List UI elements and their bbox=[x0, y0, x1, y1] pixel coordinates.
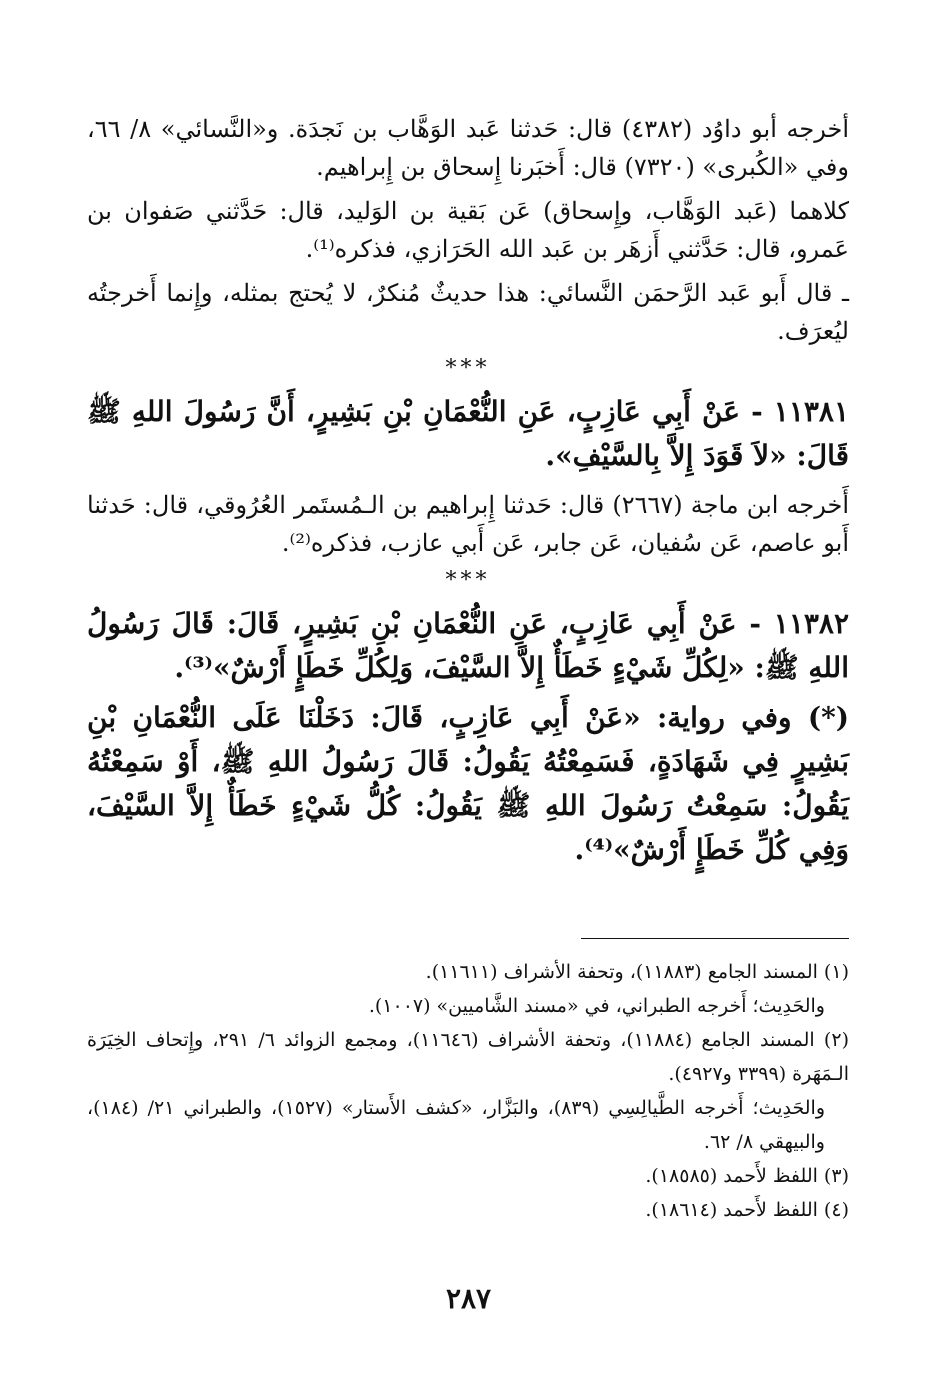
nasai-comment: ـ قال أَبو عَبد الرَّحمَن النَّسائي: هذا حديثٌ مُنكرٌ، لا يُحتج بمثله، وإِنما أَخرجتُه ليُعرَف. bbox=[87, 279, 849, 345]
footnote-1: (١) المسند الجامع (١١٨٨٣)، وتحفة الأشراف (١١٦١١). bbox=[425, 961, 849, 983]
footnote-4: (٤) اللفظ لأَحمد (١٨٦١٤). bbox=[645, 1199, 849, 1221]
hadith-11381: ١١٣٨١ - عَنْ أَبِي عَازِبٍ، عَنِ النُّعْمَانِ بْنِ بَشِيرٍ، أَنَّ رَسُولَ اللهِ ﷺ قَالَ: «لاَ قَوَدَ إِلاَّ بِالسَّيْفِ». bbox=[87, 395, 849, 472]
footnote-2-continuation: والحَدِيث؛ أَخرجه الطَّيالِسِي (٨٣٩)، والبَزَّار، «كشف الأَستار» (١٥٢٧)، والطبراني ٢١/ (١٨٤)، والبيهقي ٨/ ٦٢. bbox=[87, 1097, 826, 1153]
main-text bbox=[87, 110, 849, 872]
section-separator: *** bbox=[445, 568, 491, 593]
isnad-paragraph: كلاهما (عَبد الوَهَّاب، وإِسحاق) عَن بَقية بن الوَليد، قال: حَدَّثني صَفوان بن عَمرو، قال: حَدَّثني أَزهَر بن عَبد الله الحَرَازي، فذكره⁽¹⁾. bbox=[87, 197, 849, 263]
takhrij-abu-dawud: أخرجه أبو داوُد (٤٣٨٢) قال: حَدثنا عَبد الوَهَّاب بن نَجدَة. و«النَّسائي» ٨/ ٦٦، وفي «الكُبرى» (٧٣٢٠) قال: أَخبَرنا إِسحاق بن إِبراهيم. bbox=[87, 115, 849, 181]
hadith-11382: ١١٣٨٢ - عَنْ أَبِي عَازِبٍ، عَنِ النُّعْمَانِ بْنِ بَشِيرٍ، قَالَ: قَالَ رَسُولُ اللهِ ﷺ: «لِكُلِّ شَيْءٍ خَطَأٌ إِلاَّ السَّيْفَ، وَلِكُلِّ خَطَإٍ أَرْشٌ»⁽³⁾. bbox=[87, 607, 849, 684]
page-number: ٢٨٧ bbox=[445, 1282, 492, 1315]
footnote-divider bbox=[581, 938, 849, 939]
footnote-1-continuation: والحَدِيث؛ أَخرجه الطبراني، في «مسند الشَّاميين» (١٠٠٧). bbox=[368, 995, 825, 1017]
hadith-variant-riwaya: (*) وفي رواية: «عَنْ أَبِي عَازِبٍ، قَالَ: دَخَلْنَا عَلَى النُّعْمَانِ بْنِ بَشِيرٍ فِي شَهَادَةٍ، فَسَمِعْتُهُ يَقُولُ: قَالَ رَسُولُ اللهِ ﷺ، أَوْ سَمِعْتُهُ يَقُولُ: سَمِعْتُ رَسُولَ اللهِ ﷺ يَقُولُ: كُلُّ شَيْءٍ خَطَأٌ إِلاَّ السَّيْفَ، وَفِي كُلِّ خَطَإٍ أَرْشٌ»⁽⁴⁾. bbox=[87, 701, 849, 866]
footnotes bbox=[87, 955, 849, 1227]
takhrij-ibn-majah: أَخرجه ابن ماجة (٢٦٦٧) قال: حَدثنا إِبراهيم بن الـمُستَمر العُرُوقي، قال: حَدثنا أَبو عاصم، عَن سُفيان، عَن جابر، عَن أَبي عازب، فذكره⁽²⁾. bbox=[87, 491, 849, 557]
footnote-3: (٣) اللفظ لأَحمد (١٨٥٨٥). bbox=[645, 1165, 849, 1187]
footnote-2: (٢) المسند الجامع (١١٨٨٤)، وتحفة الأشراف (١١٦٤٦)، ومجمع الزوائد ٦/ ٢٩١، وإِتحاف الخِيَرَة الـمَهَرة (٣٣٩٩ و٤٩٢٧). bbox=[87, 1029, 849, 1085]
section-separator: *** bbox=[445, 356, 491, 381]
